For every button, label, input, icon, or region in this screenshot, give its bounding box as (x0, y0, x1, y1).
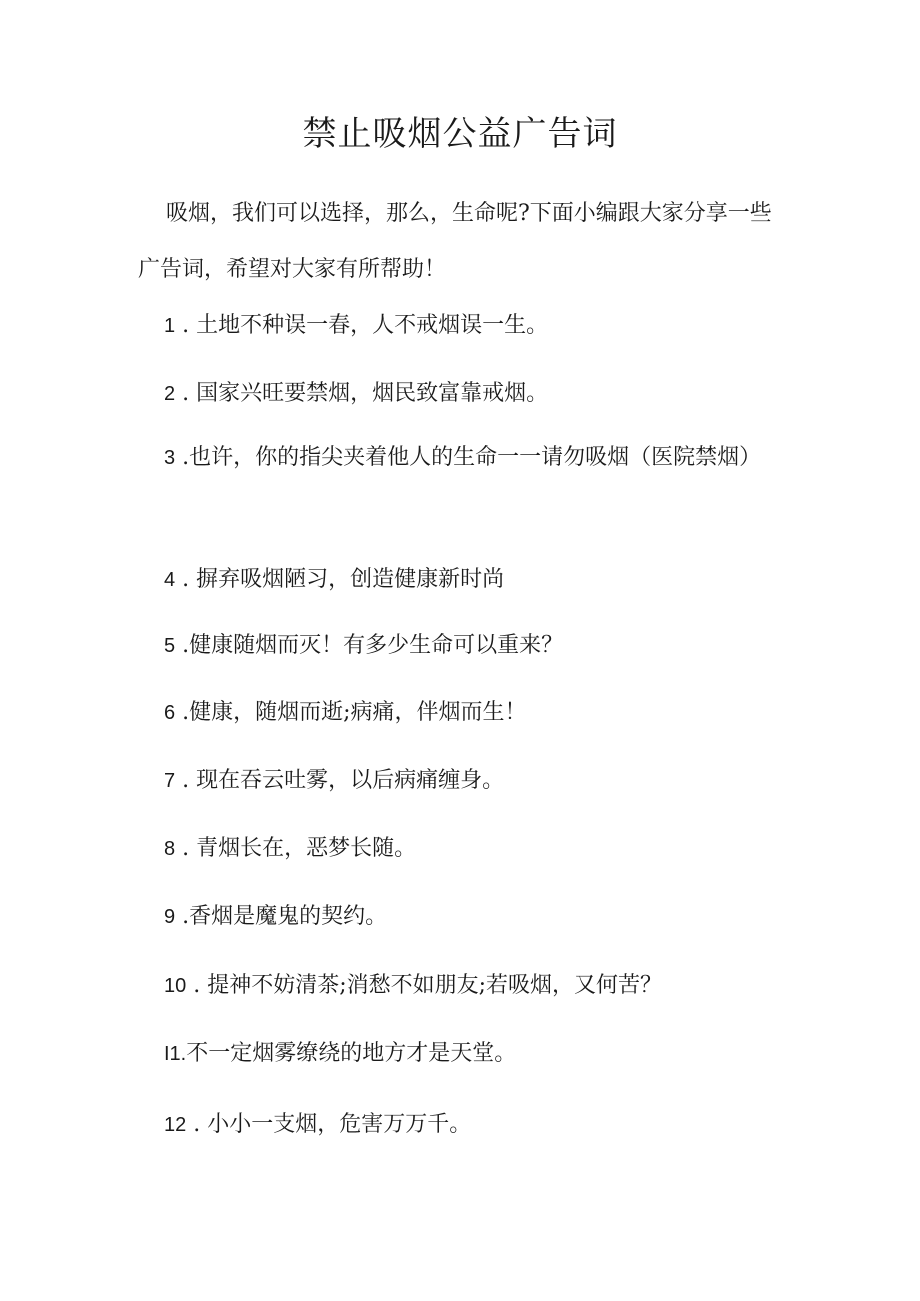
list-item (138, 618, 788, 674)
item-text: .健康，随烟而逝;病痛，伴烟而生！ (175, 700, 527, 725)
list-item (138, 431, 788, 485)
list-item (138, 552, 788, 608)
item-number: 3 (164, 447, 176, 469)
item-text: .香烟是魔鬼的契约。 (175, 904, 388, 929)
item-text: .也许，你的指尖夹着他人的生命一一请勿吸烟（医院禁烟） (175, 445, 762, 470)
page-title: 禁止吸烟公益广告词 (302, 114, 618, 154)
list-item (138, 1097, 788, 1153)
item-number: 12 (164, 1114, 187, 1136)
item-text: . 提神不妨清茶;消愁不如朋友;若吸烟，又何苦？ (186, 973, 663, 998)
item-text: . 国家兴旺要禁烟，烟民致富靠戒烟。 (175, 381, 549, 406)
item-number: 10 (164, 975, 187, 997)
item-text: . 现在吞云吐雾，以后病痛缠身。 (175, 768, 505, 793)
item-number: 9 (164, 906, 176, 928)
item-number: 8 (164, 838, 176, 860)
item-text: . 摒弃吸烟陋习，创造健康新时尚 (175, 567, 505, 592)
item-text: 不一定烟雾缭绕的地方才是天堂。 (186, 1041, 517, 1066)
item-number: 4 (164, 569, 176, 591)
item-number: 6 (164, 702, 176, 724)
item-number: I1. (164, 1043, 187, 1065)
item-number: 1 (164, 315, 176, 337)
item-number: 5 (164, 635, 176, 657)
item-number: 2 (164, 383, 176, 405)
list-item (138, 958, 788, 1014)
item-text: . 青烟长在，恶梦长随。 (175, 836, 417, 861)
item-number: 7 (164, 770, 176, 792)
intro-paragraph: 吸烟，我们可以选择，那么，生命呢?下面小编跟大家分享一些广告词，希望对大家有所帮助！ (138, 201, 772, 282)
list-item (138, 298, 788, 354)
list-item (138, 753, 788, 809)
list-item (138, 889, 788, 945)
list-item (138, 821, 788, 877)
item-text: . 土地不种误一春，人不戒烟误一生。 (175, 313, 549, 338)
item-text: .健康随烟而灭！有多少生命可以重来？ (175, 633, 564, 658)
list-item (138, 685, 788, 741)
item-text: . 小小一支烟，危害万万千。 (186, 1112, 472, 1137)
list-item (138, 1026, 788, 1082)
list-item (138, 366, 788, 422)
